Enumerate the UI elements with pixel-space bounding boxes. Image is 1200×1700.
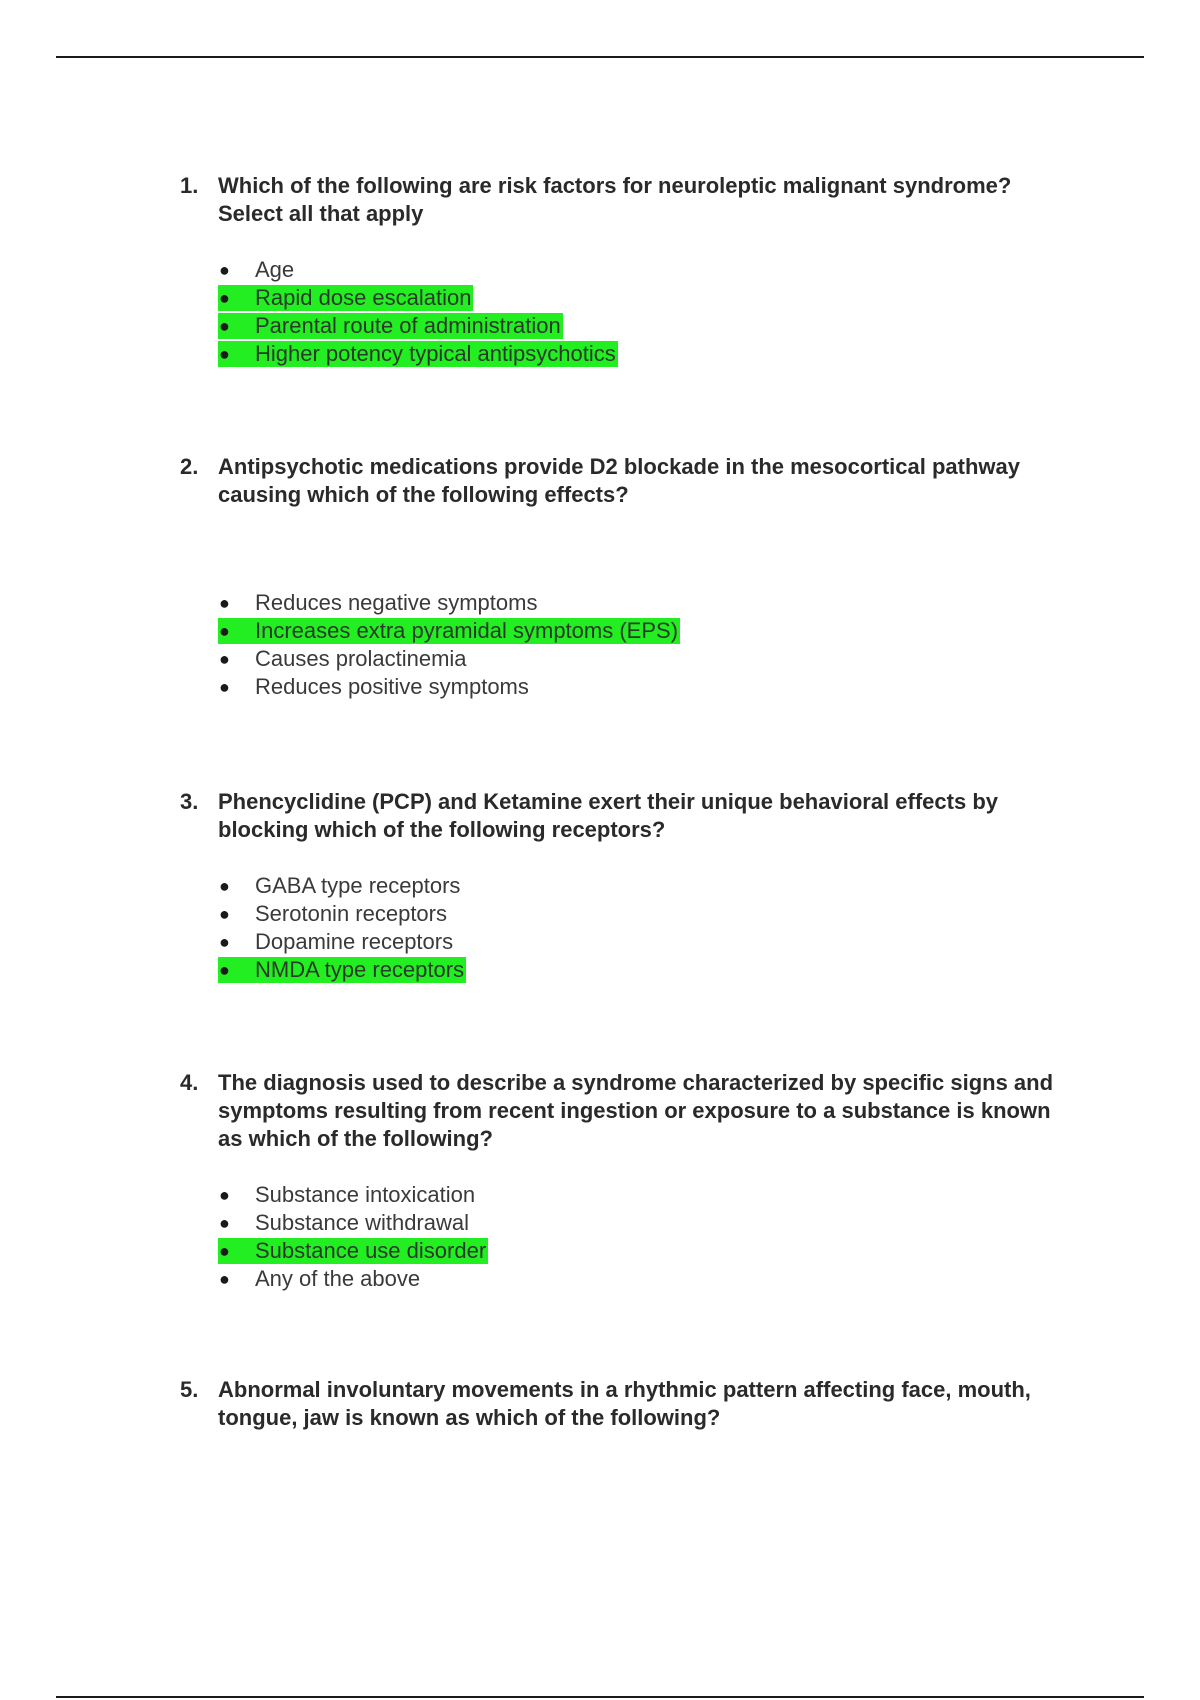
answer-option-highlighted xyxy=(218,284,1080,312)
question-1 xyxy=(180,172,1080,368)
top-rule xyxy=(56,56,1144,58)
answer-options xyxy=(218,589,1080,701)
question-number: 4. xyxy=(180,1070,199,1095)
bullet-icon: ● xyxy=(219,1184,230,1205)
answer-option-label: Causes prolactinemia xyxy=(255,646,467,671)
question-number: 3. xyxy=(180,789,199,814)
answer-option xyxy=(218,673,1080,701)
bullet-icon: ● xyxy=(219,287,230,308)
question-header xyxy=(180,453,1080,509)
bullet-icon: ● xyxy=(219,1212,230,1233)
bullet-icon: ● xyxy=(219,875,230,896)
answer-option-label: Dopamine receptors xyxy=(255,929,454,954)
answer-option-label: Substance use disorder xyxy=(255,1238,487,1263)
question-text: The diagnosis used to describe a syndrome characterized by specific signs and symptoms resulting from recent ingestion or exposure to a substance is known as which of the following? xyxy=(218,1070,1054,1151)
answer-option xyxy=(218,1265,1080,1293)
bullet-icon: ● xyxy=(219,648,230,669)
bullet-icon: ● xyxy=(219,903,230,924)
question-text: Antipsychotic medications provide D2 blockade in the mesocortical pathway causing which of the following effects? xyxy=(218,454,1020,507)
answer-options xyxy=(218,1181,1080,1293)
answer-option-highlighted xyxy=(218,1237,1080,1265)
question-number: 5. xyxy=(180,1377,199,1402)
bullet-icon: ● xyxy=(219,315,230,336)
answer-option xyxy=(218,256,1080,284)
question-4 xyxy=(180,1069,1080,1293)
answer-option-highlighted xyxy=(218,312,1080,340)
question-text: Abnormal involuntary movements in a rhythmic pattern affecting face, mouth, tongue, jaw is known as which of the following? xyxy=(218,1377,1031,1430)
question-header xyxy=(180,1069,1080,1153)
answer-option-label: Any of the above xyxy=(255,1266,421,1291)
question-5 xyxy=(180,1376,1080,1432)
bullet-icon: ● xyxy=(219,259,230,280)
answer-option-label: Serotonin receptors xyxy=(255,901,447,926)
bullet-icon: ● xyxy=(219,592,230,613)
answer-option xyxy=(218,1209,1080,1237)
answer-option xyxy=(218,872,1080,900)
answer-option-label: NMDA type receptors xyxy=(255,957,465,982)
answer-option-label: Parental route of administration xyxy=(255,313,561,338)
question-header xyxy=(180,788,1080,844)
answer-option-label: Substance intoxication xyxy=(255,1182,476,1207)
question-header xyxy=(180,1376,1080,1432)
answer-options xyxy=(218,872,1080,984)
answer-option-highlighted xyxy=(218,340,1080,368)
answer-option-label: Higher potency typical antipsychotics xyxy=(255,341,616,366)
question-header xyxy=(180,172,1080,228)
bullet-icon: ● xyxy=(219,959,230,980)
bottom-rule xyxy=(56,1696,1144,1698)
question-text: Which of the following are risk factors for neuroleptic malignant syndrome? Select all that apply xyxy=(218,173,1012,226)
answer-option-label: Reduces negative symptoms xyxy=(255,590,538,615)
answer-option-highlighted xyxy=(218,617,1080,645)
question-text: Phencyclidine (PCP) and Ketamine exert their unique behavioral effects by blocking which of the following receptors? xyxy=(218,789,998,842)
bullet-icon: ● xyxy=(219,676,230,697)
question-number: 2. xyxy=(180,454,199,479)
answer-option-highlighted xyxy=(218,956,1080,984)
answer-option xyxy=(218,645,1080,673)
answer-option-label: Substance withdrawal xyxy=(255,1210,470,1235)
bullet-icon: ● xyxy=(219,931,230,952)
bullet-icon: ● xyxy=(219,620,230,641)
bullet-icon: ● xyxy=(219,343,230,364)
answer-options xyxy=(218,256,1080,368)
answer-option-label: Rapid dose escalation xyxy=(255,285,472,310)
answer-option-label: Increases extra pyramidal symptoms (EPS) xyxy=(255,618,679,643)
answer-option xyxy=(218,900,1080,928)
answer-option-label: GABA type receptors xyxy=(255,873,461,898)
answer-option xyxy=(218,589,1080,617)
bullet-icon: ● xyxy=(219,1268,230,1289)
question-3 xyxy=(180,788,1080,984)
answer-option xyxy=(218,928,1080,956)
question-number: 1. xyxy=(180,173,199,198)
question-2 xyxy=(180,453,1080,701)
answer-option-label: Reduces positive symptoms xyxy=(255,674,529,699)
answer-option-label: Age xyxy=(255,257,295,282)
answer-option xyxy=(218,1181,1080,1209)
bullet-icon: ● xyxy=(219,1240,230,1261)
